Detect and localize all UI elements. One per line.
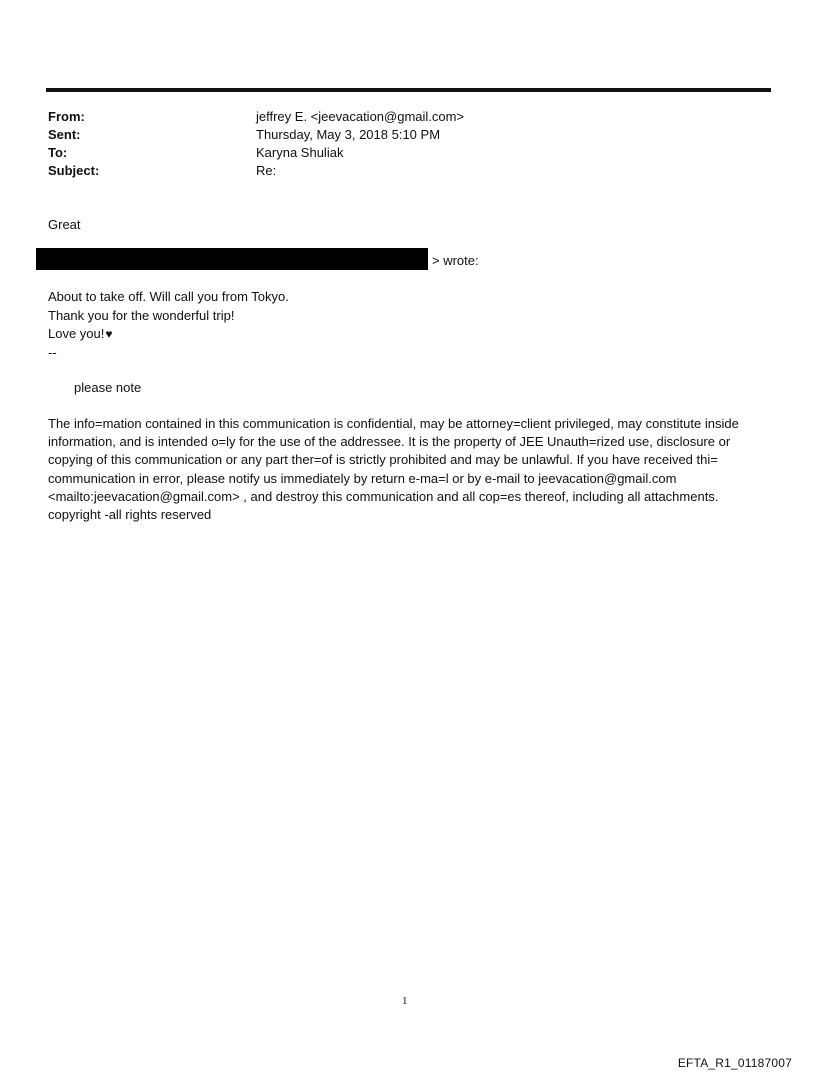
subject-value: Re: [256,163,277,178]
please-note-text: please note [74,380,142,395]
quote-attribution: > wrote: [432,253,479,268]
to-label: To: [48,145,68,160]
from-row [48,108,748,126]
reply-text: Great [48,217,81,232]
sent-label: Sent: [48,127,81,142]
subject-label: Subject: [48,163,100,178]
to-value: Karyna Shuliak [256,145,344,160]
sent-row [48,126,748,144]
quoted-line: About to take off. Will call you from Tokyo. [48,289,289,304]
signature-separator: -- [48,344,57,360]
from-label: From: [48,109,85,124]
quoted-line: Thank you for the wonderful trip! [48,307,235,323]
heart-icon: ♥ [105,327,113,341]
redaction-block [36,248,428,270]
quoted-line-with-heart [48,325,289,344]
sent-value: Thursday, May 3, 2018 5:10 PM [256,127,441,142]
to-row [48,144,748,162]
subject-row [48,162,748,180]
email-header [48,108,748,180]
bates-number: EFTA_R1_01187007 [677,1056,792,1070]
page-number: 1 [402,995,408,1007]
confidentiality-disclaimer: The info=mation contained in this communication is confidential, may be attorney=client privileged, may constitute inside information, and is intended o=ly for the use of the addressee. It is the property of JEE Unauth=rized use, disclosure or copying of this communication or any part ther=of is strictly prohibited and may be unlawful. If you have received thi= communication in error, please notify us immediately by return e-ma=l or by e-mail to jeevacation@gmail.com <mailto:jeevacation@gmail.com> , and destroy this communication and all cop=es thereof, including all attachments. copyright -all rights reserved [48,416,739,523]
header-divider [46,88,771,92]
from-value: jeffrey E. <jeevacation@gmail.com> [256,109,465,124]
quoted-line: Love you! [48,326,105,341]
quoted-message [48,288,289,362]
